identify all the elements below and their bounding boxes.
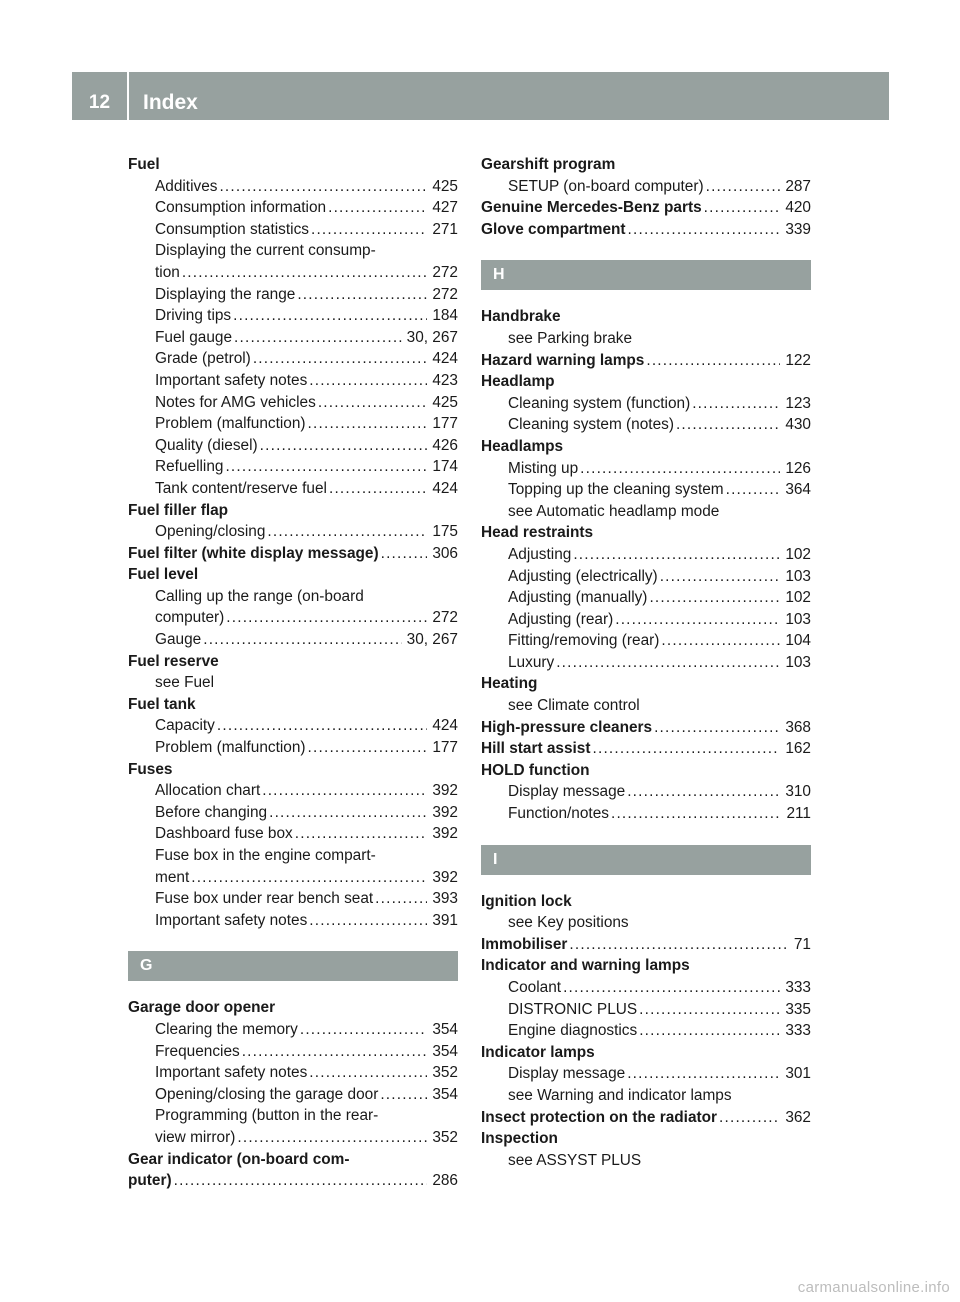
index-entry	[481, 955, 811, 977]
subentry-text: Adjusting	[508, 545, 572, 563]
index-subentry	[128, 845, 458, 867]
index-entry	[481, 934, 811, 956]
subentry-text: Gauge	[155, 631, 202, 649]
index-entry	[481, 738, 811, 760]
dot-leader	[569, 934, 788, 956]
index-entry	[481, 1107, 811, 1129]
page-reference: 310	[785, 783, 811, 801]
index-subentry	[481, 458, 811, 480]
index-subentry	[128, 305, 458, 327]
index-entry	[128, 1149, 458, 1171]
page-reference: 175	[432, 523, 458, 541]
page-reference: 364	[785, 481, 811, 499]
page-reference: 174	[432, 458, 458, 476]
entry-text: Fuel tank	[128, 695, 196, 713]
index-subentry	[128, 413, 458, 435]
subentry-text: Consumption statistics	[155, 220, 309, 238]
page-reference: 392	[432, 803, 458, 821]
index-subentry	[128, 284, 458, 306]
subentry-text: Before changing	[155, 803, 268, 821]
dot-leader	[182, 262, 427, 284]
page-reference: 126	[785, 459, 811, 477]
page-reference: 424	[432, 350, 458, 368]
dot-leader	[217, 715, 427, 737]
page-reference: 423	[432, 371, 458, 389]
dot-leader	[260, 435, 428, 457]
index-subentry	[481, 1020, 811, 1042]
index-subentry	[128, 1127, 458, 1149]
index-entry	[481, 891, 811, 913]
index-subentry	[481, 1063, 811, 1085]
index-subentry	[481, 999, 811, 1021]
index-subentry	[481, 414, 811, 436]
index-column-right	[481, 154, 811, 1171]
page-reference: 272	[432, 263, 458, 281]
subentry-text: Clearing the memory	[155, 1020, 298, 1038]
page-reference: 287	[785, 177, 811, 195]
index-subentry	[128, 1105, 458, 1127]
page-reference: 393	[432, 890, 458, 908]
index-entry	[481, 350, 811, 372]
page-reference: 177	[432, 739, 458, 757]
dot-leader	[660, 566, 781, 588]
page-reference: 71	[793, 935, 811, 953]
index-entry	[128, 1170, 458, 1192]
subentry-text: Fitting/removing (rear)	[508, 632, 660, 650]
page-reference: 391	[432, 911, 458, 929]
index-subentry	[128, 521, 458, 543]
page-reference: 427	[432, 199, 458, 217]
subentry-text: Problem (malfunction)	[155, 415, 306, 433]
subentry-text: Important safety notes	[155, 371, 308, 389]
subentry-text: see Automatic headlamp mode	[508, 502, 720, 520]
subentry-text: Grade (petrol)	[155, 350, 251, 368]
subentry-text: see ASSYST PLUS	[508, 1151, 642, 1169]
dot-leader	[563, 977, 780, 999]
index-entry	[128, 543, 458, 565]
dot-leader	[191, 867, 427, 889]
dot-leader	[308, 413, 428, 435]
index-subentry	[128, 888, 458, 910]
page-title: Index	[143, 91, 198, 114]
entry-text: Fuel filter (white display message)	[128, 544, 379, 562]
dot-leader	[295, 823, 428, 845]
entry-text: Hazard warning lamps	[481, 351, 645, 369]
subentry-text: Dashboard fuse box	[155, 825, 293, 843]
entry-text: Glove compartment	[481, 220, 626, 238]
entry-text: High-pressure cleaners	[481, 718, 653, 736]
page-reference: 184	[432, 307, 458, 325]
entry-text: Garage door opener	[128, 999, 276, 1017]
subentry-text: Topping up the cleaning system	[508, 481, 724, 499]
dot-leader	[308, 737, 428, 759]
index-subentry	[128, 1062, 458, 1084]
subentry-text: Opening/closing the garage door	[155, 1085, 379, 1103]
subentry-text: ment	[155, 868, 190, 886]
dot-leader	[380, 1084, 427, 1106]
dot-leader	[225, 456, 427, 478]
entry-text: Indicator and warning lamps	[481, 957, 690, 975]
index-entry	[481, 197, 811, 219]
page-reference: 30, 267	[406, 631, 458, 649]
dot-leader	[676, 414, 780, 436]
subentry-text: Allocation chart	[155, 782, 261, 800]
page-reference: 425	[432, 393, 458, 411]
page-reference: 103	[785, 653, 811, 671]
index-subentry	[481, 912, 811, 934]
subentry-text: Cleaning system (function)	[508, 394, 691, 412]
subentry-text: Luxury	[508, 653, 555, 671]
subentry-text: see Parking brake	[508, 329, 633, 347]
dot-leader	[661, 630, 780, 652]
index-subentry	[128, 867, 458, 889]
index-subentry	[128, 240, 458, 262]
page-reference: 424	[432, 717, 458, 735]
index-subentry	[128, 456, 458, 478]
page-reference: 123	[785, 394, 811, 412]
index-subentry	[481, 393, 811, 415]
index-subentry	[128, 327, 458, 349]
dot-leader	[329, 478, 427, 500]
dot-leader	[654, 717, 780, 739]
subentry-text: Notes for AMG vehicles	[155, 393, 316, 411]
page-reference: 420	[785, 199, 811, 217]
index-entry	[481, 219, 811, 241]
page-reference: 177	[432, 415, 458, 433]
letter-heading: H	[481, 260, 811, 290]
index-subentry	[128, 1019, 458, 1041]
subentry-text: Fuse box in the engine compart-	[155, 847, 376, 864]
subentry-text: Tank content/reserve fuel	[155, 479, 327, 497]
dot-leader	[611, 803, 781, 825]
index-subentry	[481, 652, 811, 674]
dot-leader	[580, 458, 780, 480]
subentry-text: Quality (diesel)	[155, 436, 258, 454]
index-entry	[481, 436, 811, 458]
entry-text: Fuel reserve	[128, 652, 219, 670]
dot-leader	[628, 219, 781, 241]
dot-leader	[639, 1020, 780, 1042]
dot-leader	[726, 479, 781, 501]
dot-leader	[269, 802, 427, 824]
index-entry	[481, 673, 811, 695]
page-reference: 430	[785, 416, 811, 434]
page-reference: 352	[432, 1128, 458, 1146]
index-subentry	[128, 348, 458, 370]
subentry-text: tion	[155, 263, 180, 281]
page-reference: 392	[432, 825, 458, 843]
page-reference: 104	[785, 632, 811, 650]
page-reference: 426	[432, 436, 458, 454]
entry-text: Headlamps	[481, 437, 564, 455]
subentry-text: Cleaning system (notes)	[508, 416, 674, 434]
subentry-text: see Warning and indicator lamps	[508, 1086, 732, 1104]
index-entry	[128, 500, 458, 522]
subentry-text: Engine diagnostics	[508, 1022, 638, 1040]
index-entry	[128, 997, 458, 1019]
index-subentry	[481, 609, 811, 631]
index-entry	[128, 154, 458, 176]
index-entry	[128, 759, 458, 781]
page-reference: 301	[785, 1065, 811, 1083]
index-entry	[481, 1042, 811, 1064]
subentry-text: Opening/closing	[155, 523, 266, 541]
dot-leader	[203, 629, 401, 651]
subentry-text: Misting up	[508, 459, 579, 477]
entry-text: Indicator lamps	[481, 1043, 595, 1061]
index-entry	[481, 522, 811, 544]
subentry-text: see Key positions	[508, 914, 629, 932]
subentry-text: Capacity	[155, 717, 215, 735]
page-header	[72, 72, 889, 120]
dot-leader	[267, 521, 427, 543]
index-subentry	[128, 370, 458, 392]
page-reference: 122	[785, 351, 811, 369]
subentry-text: Frequencies	[155, 1042, 240, 1060]
subentry-text: Coolant	[508, 979, 562, 996]
index-subentry	[128, 823, 458, 845]
dot-leader	[262, 780, 427, 802]
page-reference: 354	[432, 1020, 458, 1038]
entry-text: Insect protection on the radiator	[481, 1108, 718, 1126]
dot-leader	[219, 176, 427, 198]
index-entry	[481, 717, 811, 739]
page-reference: 392	[432, 782, 458, 800]
subentry-text: Calling up the range (on-board	[155, 587, 364, 605]
page-reference: 339	[785, 220, 811, 238]
entry-text: puter)	[128, 1172, 172, 1190]
page-reference: 333	[785, 979, 811, 996]
page-reference: 103	[785, 610, 811, 628]
index-entry	[128, 694, 458, 716]
subentry-text: Fuel gauge	[155, 328, 233, 346]
subentry-text: Display message	[508, 1065, 626, 1083]
subentry-text: Refuelling	[155, 458, 224, 476]
page-reference: 211	[786, 805, 811, 823]
index-subentry	[481, 501, 811, 523]
dot-leader	[649, 587, 780, 609]
index-subentry	[481, 479, 811, 501]
index-subentry	[128, 672, 458, 694]
dot-leader	[242, 1041, 428, 1063]
index-entry	[481, 1128, 811, 1150]
page-reference: 306	[432, 544, 458, 562]
dot-leader	[309, 1062, 427, 1084]
index-subentry	[128, 629, 458, 651]
index-subentry	[128, 802, 458, 824]
subentry-text: view mirror)	[155, 1128, 236, 1146]
subentry-text: see Climate control	[508, 697, 640, 715]
index-subentry	[481, 803, 811, 825]
index-entry	[481, 371, 811, 393]
entry-text: Heating	[481, 675, 538, 693]
index-entry	[481, 154, 811, 176]
page-reference: 102	[785, 545, 811, 563]
index-subentry	[128, 1041, 458, 1063]
dot-leader	[556, 652, 780, 674]
subentry-text: Programming (button in the rear-	[155, 1107, 379, 1125]
page-reference: 362	[785, 1108, 811, 1126]
page-reference: 424	[432, 479, 458, 497]
page-reference: 162	[785, 740, 811, 758]
index-subentry	[128, 715, 458, 737]
dot-leader	[311, 219, 427, 241]
page-reference: 425	[432, 177, 458, 195]
dot-leader	[233, 305, 427, 327]
index-subentry	[481, 695, 811, 717]
page-reference: 352	[432, 1064, 458, 1082]
index-subentry	[128, 219, 458, 241]
dot-leader	[381, 543, 428, 565]
page-reference: 103	[785, 567, 811, 585]
subentry-text: Fuse box under rear bench seat	[155, 890, 374, 908]
index-subentry	[128, 607, 458, 629]
dot-leader	[593, 738, 781, 760]
index-subentry	[128, 392, 458, 414]
subentry-text: Consumption information	[155, 199, 327, 217]
index-entry	[128, 651, 458, 673]
index-subentry	[481, 566, 811, 588]
subentry-text: Additives	[155, 177, 218, 195]
entry-text: Immobiliser	[481, 935, 568, 953]
page-reference: 354	[432, 1042, 458, 1060]
page-reference: 272	[432, 285, 458, 303]
index-subentry	[128, 780, 458, 802]
dot-leader	[627, 1063, 780, 1085]
entry-text: Gearshift program	[481, 156, 616, 173]
subentry-text: Adjusting (rear)	[508, 610, 614, 628]
page-number: 12	[88, 92, 111, 113]
dot-leader	[297, 284, 427, 306]
entry-text: Fuel filler flap	[128, 501, 229, 519]
dot-leader	[318, 392, 428, 414]
dot-leader	[174, 1170, 428, 1192]
subentry-text: Adjusting (electrically)	[508, 567, 658, 585]
entry-text: Handbrake	[481, 308, 561, 326]
index-subentry	[481, 781, 811, 803]
index-subentry	[481, 630, 811, 652]
letter-heading: I	[481, 845, 811, 875]
page-reference: 335	[785, 1000, 811, 1018]
page-reference: 368	[785, 718, 811, 736]
index-entry	[481, 760, 811, 782]
dot-leader	[300, 1019, 427, 1041]
index-subentry	[481, 544, 811, 566]
dot-leader	[375, 888, 427, 910]
dot-leader	[309, 910, 427, 932]
dot-leader	[639, 999, 780, 1021]
entry-text: Fuses	[128, 760, 173, 778]
dot-leader	[573, 544, 780, 566]
dot-leader	[704, 197, 781, 219]
index-subentry	[481, 1085, 811, 1107]
page-reference: 286	[432, 1172, 458, 1190]
page-reference: 333	[785, 1022, 811, 1040]
dot-leader	[615, 609, 780, 631]
entry-text: Ignition lock	[481, 892, 572, 910]
subentry-text: Adjusting (manually)	[508, 589, 648, 607]
page-reference: 354	[432, 1085, 458, 1103]
index-subentry	[128, 197, 458, 219]
index-subentry	[128, 176, 458, 198]
page-reference: 272	[432, 609, 458, 627]
subentry-text: Problem (malfunction)	[155, 739, 306, 757]
entry-text: HOLD function	[481, 761, 590, 779]
watermark: carmanualsonline.info	[797, 1279, 950, 1296]
entry-text: Headlamp	[481, 373, 555, 391]
dot-leader	[719, 1107, 780, 1129]
index-subentry	[481, 1150, 811, 1172]
entry-text: Gear indicator (on-board com-	[128, 1150, 350, 1168]
subentry-text: Displaying the range	[155, 285, 296, 303]
index-subentry	[481, 176, 811, 198]
page-reference: 102	[785, 589, 811, 607]
index-subentry	[128, 478, 458, 500]
dot-leader	[253, 348, 428, 370]
subentry-text: Important safety notes	[155, 911, 308, 929]
dot-leader	[328, 197, 427, 219]
index-subentry	[128, 1084, 458, 1106]
entry-text: Hill start assist	[481, 740, 591, 758]
dot-leader	[706, 176, 781, 198]
page-reference: 271	[432, 220, 458, 238]
index-subentry	[481, 328, 811, 350]
dot-leader	[692, 393, 780, 415]
entry-text: Genuine Mercedes-Benz parts	[481, 199, 702, 217]
dot-leader	[226, 607, 427, 629]
index-subentry	[128, 910, 458, 932]
entry-text: Inspection	[481, 1130, 558, 1148]
dot-leader	[627, 781, 780, 803]
subentry-text: Important safety notes	[155, 1064, 308, 1082]
dot-leader	[234, 327, 402, 349]
index-subentry	[128, 262, 458, 284]
subentry-text: see Fuel	[155, 674, 215, 692]
dot-leader	[309, 370, 427, 392]
page-reference: 30, 267	[406, 328, 458, 346]
dot-leader	[646, 350, 780, 372]
subentry-text: DISTRONIC PLUS	[508, 1000, 638, 1018]
page-reference: 392	[432, 868, 458, 886]
dot-leader	[237, 1127, 427, 1149]
index-subentry	[128, 435, 458, 457]
index-subentry	[481, 977, 811, 999]
subentry-text: Display message	[508, 783, 626, 801]
subentry-text: SETUP (on-board computer)	[508, 177, 704, 195]
entry-text: Head restraints	[481, 524, 594, 542]
subentry-text: Function/notes	[508, 805, 609, 823]
index-column-left	[128, 154, 458, 1192]
index-entry	[128, 564, 458, 586]
entry-text: Fuel	[128, 156, 160, 173]
index-subentry	[128, 737, 458, 759]
subentry-text: Driving tips	[155, 307, 232, 325]
subentry-text: Displaying the current consump-	[155, 242, 376, 260]
subentry-text: computer)	[155, 609, 225, 627]
index-subentry	[128, 586, 458, 608]
letter-heading: G	[128, 951, 458, 981]
entry-text: Fuel level	[128, 566, 199, 584]
index-subentry	[481, 587, 811, 609]
index-entry	[481, 306, 811, 328]
